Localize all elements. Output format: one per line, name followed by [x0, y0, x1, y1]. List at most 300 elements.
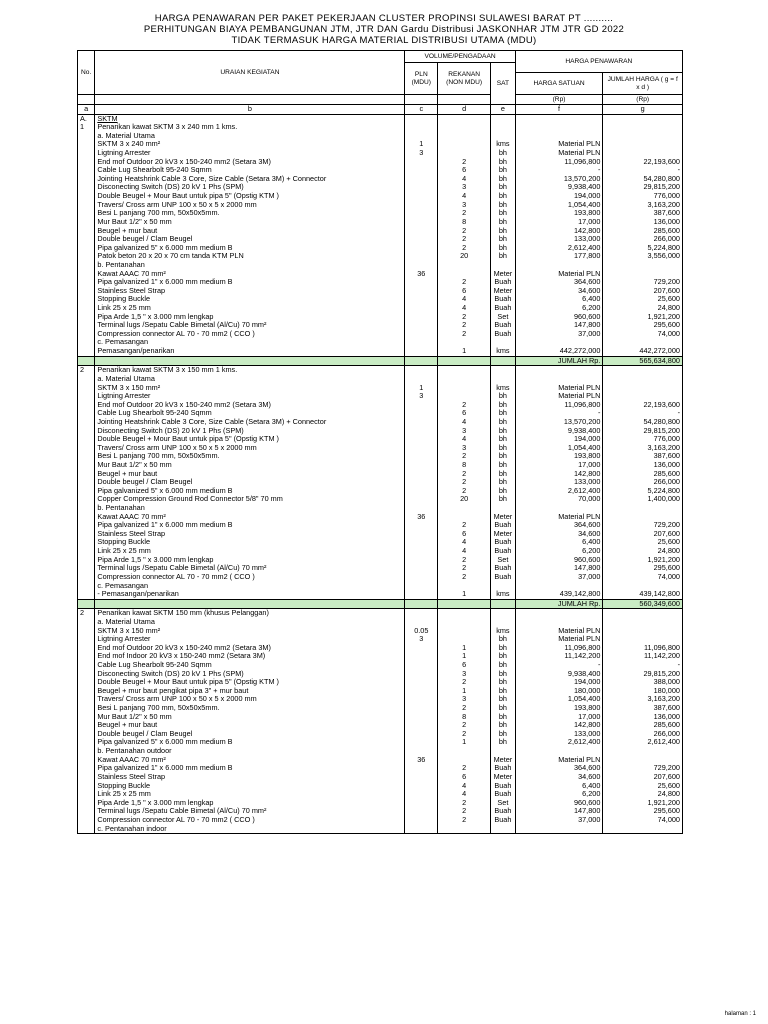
row-rekanan: 4 [438, 782, 491, 791]
table-row [78, 418, 683, 427]
table-row [78, 132, 683, 141]
row-harga-satuan: 13,570,200 [515, 175, 603, 184]
row-no [78, 547, 95, 556]
header-no: No. [78, 51, 95, 95]
row-rekanan: 2 [438, 704, 491, 713]
row-pln [405, 764, 438, 773]
row-harga-satuan: 6,200 [515, 790, 603, 799]
row-uraian: Pipa galvanized 1" x 6.000 mm medium B [95, 764, 405, 773]
row-pln [405, 321, 438, 330]
row-uraian: Stopping Buckle [95, 538, 405, 547]
row-sat: Buah [491, 330, 516, 339]
row-uraian: Penarikan kawat SKTM 3 x 150 mm 1 kms. [95, 366, 405, 375]
row-jumlah-harga: 180,000 [603, 687, 683, 696]
row-pln: 3 [405, 635, 438, 644]
row-harga-satuan: Material PLN [515, 149, 603, 158]
row-sat: bh [491, 218, 516, 227]
row-harga-satuan: 193,800 [515, 704, 603, 713]
row-harga-satuan [515, 132, 603, 141]
row-harga-satuan: 6,400 [515, 295, 603, 304]
row-harga-satuan: - [515, 661, 603, 670]
row-jumlah-harga: 74,000 [603, 573, 683, 582]
row-pln [405, 747, 438, 756]
row-rekanan [438, 618, 491, 627]
table-row [78, 347, 683, 356]
row-sat: kms [491, 140, 516, 149]
row-sat: bh [491, 478, 516, 487]
row-pln [405, 618, 438, 627]
row-no [78, 599, 95, 609]
row-jumlah-harga [603, 338, 683, 347]
table-row [78, 573, 683, 582]
row-harga-satuan: 180,000 [515, 687, 603, 696]
row-uraian: Terminal lugs /Sepatu Cable Bimetal (Al/Cu) 70 mm² [95, 564, 405, 573]
row-harga-satuan: 133,000 [515, 730, 603, 739]
row-harga-satuan [515, 114, 603, 123]
row-uraian: Beugel + mur baut pengikat pipa 3" + mur baut [95, 687, 405, 696]
row-jumlah-harga: 207,600 [603, 773, 683, 782]
row-harga-satuan: 177,800 [515, 252, 603, 261]
row-no [78, 704, 95, 713]
row-rekanan: 3 [438, 695, 491, 704]
document-title [0, 13, 768, 46]
row-sat: Buah [491, 278, 516, 287]
row-sat: Buah [491, 304, 516, 313]
row-uraian: Compression connector AL 70 - 70 mm2 ( CCO ) [95, 330, 405, 339]
table-row [78, 114, 683, 123]
row-uraian: Kawat AAAC 70 mm² [95, 756, 405, 765]
row-jumlah-harga: 11,096,800 [603, 644, 683, 653]
row-rekanan [438, 609, 491, 618]
row-uraian: Terminal lugs /Sepatu Cable Bimetal (Al/Cu) 70 mm² [95, 321, 405, 330]
row-uraian [95, 599, 405, 609]
row-jumlah-harga: 207,600 [603, 287, 683, 296]
row-uraian: Disconecting Switch (DS) 20 kV 1 Phs (SPM) [95, 427, 405, 436]
row-pln [405, 175, 438, 184]
row-pln [405, 356, 438, 366]
row-pln [405, 192, 438, 201]
row-uraian: b. Pentanahan [95, 504, 405, 513]
row-harga-satuan: 11,096,800 [515, 401, 603, 410]
row-uraian: Beugel + mur baut [95, 227, 405, 236]
row-sat [491, 366, 516, 375]
table-row [78, 330, 683, 339]
row-no [78, 730, 95, 739]
row-sat: bh [491, 713, 516, 722]
row-rekanan: 3 [438, 670, 491, 679]
row-uraian: Pipa galvanized 5" x 6.000 mm medium B [95, 487, 405, 496]
row-sat: kms [491, 590, 516, 599]
row-harga-satuan [515, 582, 603, 591]
row-rekanan [438, 747, 491, 756]
row-sat: bh [491, 149, 516, 158]
row-rekanan: 4 [438, 304, 491, 313]
row-rekanan: 2 [438, 721, 491, 730]
row-rekanan: 4 [438, 418, 491, 427]
row-uraian: End mof Indoor 20 kV3 x 150-240 mm2 (Setara 3M) [95, 652, 405, 661]
row-pln: 36 [405, 513, 438, 522]
row-uraian: SKTM [95, 114, 405, 123]
row-sat: bh [491, 704, 516, 713]
row-uraian: Travers/ Cross arm UNP 100 x 50 x 5 x 2000 mm [95, 201, 405, 210]
row-pln [405, 504, 438, 513]
row-pln [405, 183, 438, 192]
table-row [78, 504, 683, 513]
col-letter: f [515, 105, 603, 115]
header-rp-jumlah: (Rp) [603, 95, 683, 105]
row-uraian: Cable Lug Shearbolt 95-240 Sqmm [95, 409, 405, 418]
row-sat: Meter [491, 287, 516, 296]
row-sat: bh [491, 201, 516, 210]
row-harga-satuan: 2,612,400 [515, 244, 603, 253]
row-rekanan: 2 [438, 799, 491, 808]
total-row [78, 356, 683, 366]
row-no [78, 573, 95, 582]
row-rekanan: 3 [438, 201, 491, 210]
row-jumlah-harga: 776,000 [603, 435, 683, 444]
table-row [78, 435, 683, 444]
row-no [78, 375, 95, 384]
table-row [78, 149, 683, 158]
row-no [78, 287, 95, 296]
row-jumlah-harga [603, 756, 683, 765]
row-uraian: End mof Outdoor 20 kV3 x 150-240 mm2 (Setara 3M) [95, 158, 405, 167]
row-no [78, 175, 95, 184]
row-pln [405, 244, 438, 253]
row-jumlah-harga: 29,815,200 [603, 670, 683, 679]
row-no [78, 427, 95, 436]
row-rekanan: 6 [438, 409, 491, 418]
row-uraian: Pipa galvanized 1" x 6.000 mm medium B [95, 521, 405, 530]
table-row [78, 721, 683, 730]
row-harga-satuan: Material PLN [515, 627, 603, 636]
row-uraian: a. Material Utama [95, 618, 405, 627]
row-uraian: - Pemasangan/penarikan [95, 590, 405, 599]
row-sat [491, 114, 516, 123]
row-harga-satuan: 133,000 [515, 235, 603, 244]
row-pln: 36 [405, 270, 438, 279]
table-row [78, 338, 683, 347]
row-rekanan: 2 [438, 235, 491, 244]
row-pln [405, 418, 438, 427]
row-uraian: SKTM 3 x 150 mm² [95, 627, 405, 636]
row-jumlah-harga [603, 635, 683, 644]
row-pln [405, 538, 438, 547]
row-no [78, 764, 95, 773]
table-row [78, 209, 683, 218]
table-row [78, 627, 683, 636]
row-pln [405, 227, 438, 236]
row-rekanan [438, 261, 491, 270]
table-row [78, 427, 683, 436]
table-row [78, 321, 683, 330]
table-row [78, 252, 683, 261]
row-rekanan [438, 582, 491, 591]
row-rekanan: 1 [438, 347, 491, 356]
row-harga-satuan: 142,800 [515, 721, 603, 730]
price-table [77, 50, 683, 834]
row-pln [405, 444, 438, 453]
table-row [78, 661, 683, 670]
table-row [78, 366, 683, 375]
row-uraian: Pipa galvanized 5" x 6.000 mm medium B [95, 244, 405, 253]
row-pln [405, 452, 438, 461]
header-uraian: URAIAN KEGIATAN [95, 51, 405, 95]
row-sat: Buah [491, 521, 516, 530]
row-sat: bh [491, 730, 516, 739]
row-pln [405, 123, 438, 132]
row-rekanan [438, 338, 491, 347]
row-jumlah-harga: 24,800 [603, 547, 683, 556]
row-rekanan: 2 [438, 452, 491, 461]
table-row [78, 704, 683, 713]
row-rekanan: 2 [438, 244, 491, 253]
row-harga-satuan: 9,938,400 [515, 427, 603, 436]
row-rekanan: 1 [438, 590, 491, 599]
table-row [78, 478, 683, 487]
row-harga-satuan: 9,938,400 [515, 670, 603, 679]
row-harga-satuan: 193,800 [515, 452, 603, 461]
row-sat: bh [491, 661, 516, 670]
row-uraian: Compression connector AL 70 - 70 mm2 ( CCO ) [95, 573, 405, 582]
row-rekanan [438, 825, 491, 834]
row-no [78, 487, 95, 496]
row-sat: kms [491, 627, 516, 636]
table-row [78, 295, 683, 304]
row-sat: bh [491, 418, 516, 427]
table-row [78, 564, 683, 573]
row-pln [405, 313, 438, 322]
row-harga-satuan: 193,800 [515, 209, 603, 218]
row-rekanan: 20 [438, 495, 491, 504]
row-jumlah-harga [603, 392, 683, 401]
row-pln: 36 [405, 756, 438, 765]
row-sat: bh [491, 227, 516, 236]
table-row [78, 384, 683, 393]
row-harga-satuan: - [515, 166, 603, 175]
table-row [78, 730, 683, 739]
row-rekanan: 2 [438, 730, 491, 739]
row-jumlah-harga: 207,600 [603, 530, 683, 539]
row-no [78, 695, 95, 704]
row-pln [405, 304, 438, 313]
row-no [78, 582, 95, 591]
row-rekanan: 1 [438, 687, 491, 696]
row-jumlah-harga [603, 375, 683, 384]
table-row [78, 678, 683, 687]
row-sat [491, 747, 516, 756]
row-harga-satuan: 147,800 [515, 564, 603, 573]
row-pln [405, 470, 438, 479]
row-jumlah-harga: 295,600 [603, 564, 683, 573]
row-pln [405, 166, 438, 175]
row-uraian: Link 25 x 25 mm [95, 547, 405, 556]
row-pln [405, 790, 438, 799]
row-harga-satuan: 364,600 [515, 764, 603, 773]
table-row [78, 313, 683, 322]
row-sat: Buah [491, 816, 516, 825]
table-row [78, 782, 683, 791]
row-harga-satuan [515, 609, 603, 618]
row-no [78, 418, 95, 427]
column-letter-row [78, 105, 683, 115]
row-uraian: Disconecting Switch (DS) 20 kV 1 Phs (SPM) [95, 670, 405, 679]
row-no [78, 166, 95, 175]
row-jumlah-harga [603, 825, 683, 834]
table-row [78, 192, 683, 201]
row-no [78, 513, 95, 522]
row-rekanan: 4 [438, 192, 491, 201]
table-row [78, 807, 683, 816]
row-rekanan: 4 [438, 790, 491, 799]
row-rekanan [438, 356, 491, 366]
row-sat: Meter [491, 756, 516, 765]
row-jumlah-harga: 29,815,200 [603, 183, 683, 192]
row-harga-satuan: 13,570,200 [515, 418, 603, 427]
row-rekanan: 4 [438, 295, 491, 304]
row-no [78, 661, 95, 670]
row-pln [405, 738, 438, 747]
row-sat: bh [491, 252, 516, 261]
row-no [78, 321, 95, 330]
row-pln [405, 401, 438, 410]
row-no [78, 461, 95, 470]
row-sat: bh [491, 235, 516, 244]
row-pln: 3 [405, 149, 438, 158]
row-no [78, 713, 95, 722]
row-jumlah-harga: 29,815,200 [603, 427, 683, 436]
row-no [78, 556, 95, 565]
row-sat [491, 356, 516, 366]
row-rekanan: 2 [438, 487, 491, 496]
table-row [78, 773, 683, 782]
row-harga-satuan [515, 375, 603, 384]
row-rekanan: 2 [438, 678, 491, 687]
row-sat: bh [491, 209, 516, 218]
row-sat: bh [491, 738, 516, 747]
row-pln [405, 158, 438, 167]
header-sat: SAT [491, 63, 516, 105]
row-pln [405, 478, 438, 487]
row-uraian: Double Beugel + Mour Baut untuk pipa 5" (Opstig KTM ) [95, 435, 405, 444]
table-row [78, 261, 683, 270]
row-no [78, 521, 95, 530]
row-no: 2 [78, 366, 95, 375]
row-no [78, 261, 95, 270]
table-row [78, 747, 683, 756]
row-no [78, 816, 95, 825]
row-uraian: Terminal lugs /Sepatu Cable Bimetal (Al/Cu) 70 mm² [95, 807, 405, 816]
row-no [78, 444, 95, 453]
row-rekanan: 2 [438, 470, 491, 479]
row-no [78, 678, 95, 687]
row-jumlah-harga [603, 384, 683, 393]
row-rekanan: 2 [438, 521, 491, 530]
row-no [78, 132, 95, 141]
row-harga-satuan: JUMLAH Rp. [515, 356, 603, 366]
row-pln [405, 409, 438, 418]
row-harga-satuan [515, 747, 603, 756]
row-pln [405, 201, 438, 210]
table-row [78, 244, 683, 253]
table-row [78, 495, 683, 504]
row-rekanan [438, 504, 491, 513]
row-rekanan [438, 384, 491, 393]
row-harga-satuan: 960,600 [515, 799, 603, 808]
row-pln [405, 599, 438, 609]
row-sat: Set [491, 556, 516, 565]
row-jumlah-harga: 22,193,600 [603, 158, 683, 167]
row-jumlah-harga: 285,600 [603, 227, 683, 236]
header-volume: VOLUME/PENGADAAN [405, 51, 515, 63]
row-rekanan: 2 [438, 209, 491, 218]
row-no [78, 782, 95, 791]
row-no [78, 652, 95, 661]
row-rekanan: 2 [438, 401, 491, 410]
row-jumlah-harga [603, 114, 683, 123]
table-row [78, 618, 683, 627]
row-rekanan [438, 366, 491, 375]
row-harga-satuan: 364,600 [515, 521, 603, 530]
row-jumlah-harga: 136,000 [603, 218, 683, 227]
row-uraian: Jointing Heatshrink Cable 3 Core, Size Cable (Setara 3M) + Connector [95, 175, 405, 184]
table-row [78, 278, 683, 287]
row-uraian: Double beugel / Clam Beugel [95, 478, 405, 487]
row-rekanan [438, 149, 491, 158]
row-pln [405, 347, 438, 356]
row-harga-satuan: 37,000 [515, 330, 603, 339]
row-sat: bh [491, 444, 516, 453]
row-pln [405, 773, 438, 782]
row-uraian: Mur Baut 1/2" x 50 mm [95, 713, 405, 722]
row-harga-satuan [515, 504, 603, 513]
row-uraian: Beugel + mur baut [95, 721, 405, 730]
row-no [78, 270, 95, 279]
row-jumlah-harga: 3,163,200 [603, 444, 683, 453]
row-jumlah-harga: 74,000 [603, 330, 683, 339]
col-letter: b [95, 105, 405, 115]
row-sat [491, 504, 516, 513]
col-letter: e [491, 105, 516, 115]
row-sat: bh [491, 687, 516, 696]
table-row [78, 513, 683, 522]
table-row [78, 201, 683, 210]
row-no [78, 825, 95, 834]
row-harga-satuan [515, 261, 603, 270]
row-jumlah-harga: 5,224,800 [603, 487, 683, 496]
row-pln [405, 261, 438, 270]
row-pln: 1 [405, 140, 438, 149]
row-no [78, 738, 95, 747]
row-no [78, 244, 95, 253]
row-harga-satuan: 1,054,400 [515, 695, 603, 704]
row-pln [405, 713, 438, 722]
row-pln [405, 678, 438, 687]
row-pln [405, 582, 438, 591]
row-pln: 0.05 [405, 627, 438, 636]
header-blank-rekanan [438, 95, 491, 105]
row-no [78, 295, 95, 304]
row-sat: bh [491, 678, 516, 687]
row-harga-satuan: Material PLN [515, 635, 603, 644]
row-harga-satuan: 6,200 [515, 547, 603, 556]
col-letter: a [78, 105, 95, 115]
row-rekanan: 1 [438, 644, 491, 653]
row-uraian: Link 25 x 25 mm [95, 790, 405, 799]
row-no [78, 330, 95, 339]
row-pln [405, 782, 438, 791]
row-pln [405, 495, 438, 504]
